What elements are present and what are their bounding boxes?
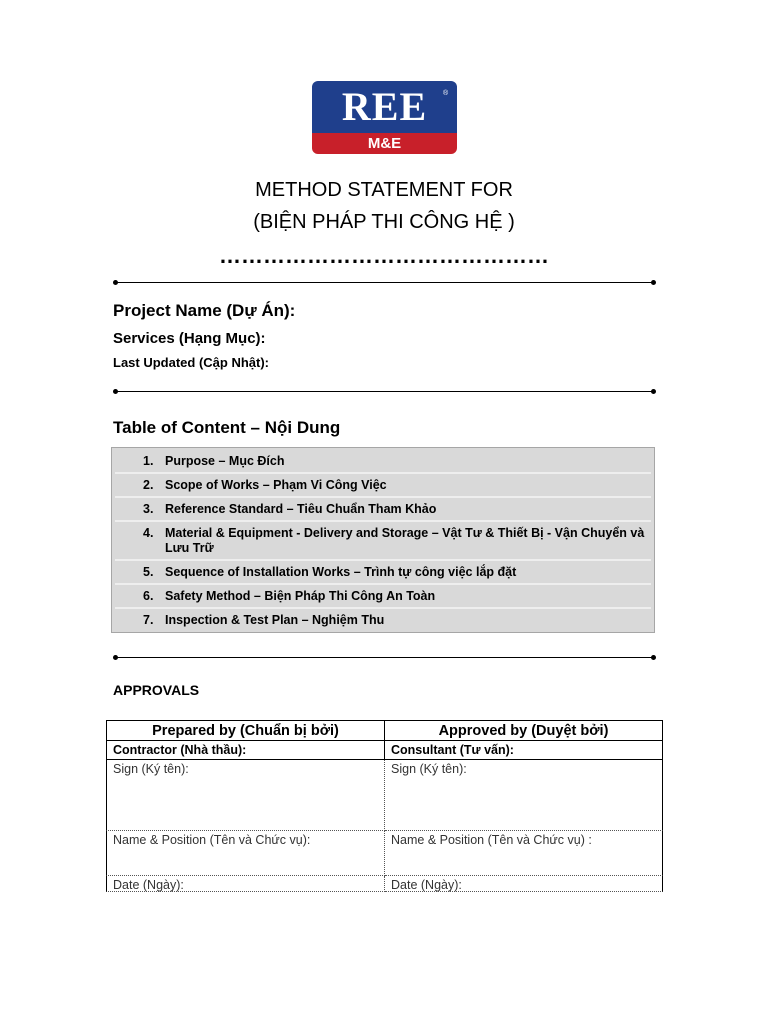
ree-me-logo — [312, 81, 457, 154]
toc-item-text: Reference Standard – Tiêu Chuẩn Tham Khảo — [165, 502, 437, 516]
toc-item — [115, 452, 651, 474]
approval-table — [106, 720, 663, 892]
toc-item-text: Material & Equipment - Delivery and Storage – Vật Tư & Thiết Bị - Vận Chuyển và Lưu Trữ — [165, 526, 645, 555]
document-title-vietnamese: (BIỆN PHÁP THI CÔNG HỆ ) — [253, 211, 515, 233]
contractor-sign-field: Sign (Ký tên): — [106, 760, 385, 831]
prepared-by-header: Prepared by (Chuẩn bị bởi) — [106, 720, 385, 741]
consultant-name-position-field: Name & Position (Tên và Chức vụ) : — [385, 831, 663, 876]
divider-line — [115, 657, 654, 658]
toc-item-text: Purpose – Mục Đích — [165, 454, 285, 468]
toc-item-number: 6. — [143, 589, 154, 603]
toc-item — [115, 587, 651, 609]
toc-heading: Table of Content – Nội Dung — [113, 418, 341, 437]
divider-line — [115, 391, 654, 392]
logo-bottom-panel — [312, 133, 457, 154]
logo-subtitle: M&E — [367, 135, 402, 152]
toc-item-text: Sequence of Installation Works – Trình tự công việc lắp đặt — [165, 565, 517, 579]
toc-item — [115, 476, 651, 498]
toc-item-text: Safety Method – Biện Pháp Thi Công An Toàn — [165, 589, 436, 603]
toc-item-number: 7. — [143, 613, 154, 627]
services-label: Services (Hạng Mục): — [113, 330, 266, 347]
logo-top-panel — [312, 81, 457, 133]
toc-item — [115, 563, 651, 585]
toc-item-number: 4. — [143, 526, 154, 540]
toc-item — [115, 500, 651, 522]
toc-item — [115, 611, 651, 631]
document-title: METHOD STATEMENT FOR — [255, 179, 513, 201]
toc-item-number: 2. — [143, 478, 154, 492]
toc-item-number: 1. — [143, 454, 154, 468]
contractor-date-field: Date (Ngày): — [106, 876, 385, 892]
logo-registered-mark: ® — [443, 90, 449, 97]
toc-item-number: 5. — [143, 565, 154, 579]
toc-item-text: Scope of Works – Phạm Vi Công Việc — [165, 478, 387, 492]
approved-by-header: Approved by (Duyệt bởi) — [384, 720, 663, 741]
toc-item — [115, 524, 651, 561]
logo-wordmark: REE — [341, 84, 428, 129]
consultant-sign-field: Sign (Ký tên): — [385, 760, 663, 831]
toc-item-text: Inspection & Test Plan – Nghiệm Thu — [165, 613, 385, 627]
last-updated-label: Last Updated (Cập Nhật): — [113, 355, 269, 370]
consultant-date-field: Date (Ngày): — [385, 876, 663, 892]
project-name-label: Project Name (Dự Án): — [113, 301, 296, 320]
consultant-label: Consultant (Tư vấn): — [384, 741, 663, 760]
contractor-name-position-field: Name & Position (Tên và Chức vụ): — [106, 831, 385, 876]
toc-item-number: 3. — [143, 502, 154, 516]
approvals-heading: APPROVALS — [113, 682, 200, 698]
contractor-label: Contractor (Nhà thầu): — [106, 741, 385, 760]
table-of-contents — [111, 447, 655, 633]
divider-line — [115, 282, 654, 283]
title-placeholder-dots: ……………………………………… — [219, 243, 549, 268]
